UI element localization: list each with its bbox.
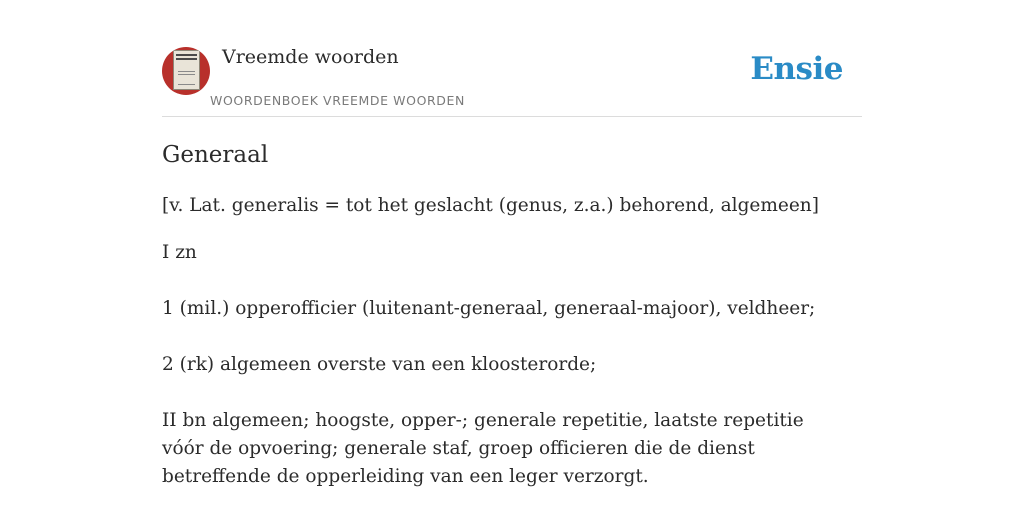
entry-content bbox=[162, 138, 842, 491]
entry-title: Generaal bbox=[162, 142, 269, 168]
ensie-logo[interactable]: Ensie bbox=[750, 51, 843, 87]
definition-3: II bn algemeen; hoogste, opper-; generale repetitie, laatste repetitie vóór de opvoering; generale staf, groep officieren die de dienst betreffende de opperleiding van een leger verzorgt. bbox=[162, 410, 804, 487]
definition-2: 2 (rk) algemeen overste van een kloosterorde; bbox=[162, 354, 597, 375]
source-title[interactable]: Vreemde woorden bbox=[222, 46, 399, 68]
definition-1: 1 (mil.) opperofficier (luitenant-generaal, generaal-majoor), veldheer; bbox=[162, 298, 816, 319]
etymology-text: [v. Lat. generalis = tot het geslacht (genus, z.a.) behorend, algemeen] bbox=[162, 195, 819, 216]
book-cover-icon bbox=[173, 50, 200, 90]
source-subtitle[interactable]: WOORDENBOEK VREEMDE WOORDEN bbox=[210, 93, 465, 108]
part-of-speech: I zn bbox=[162, 242, 197, 263]
source-header bbox=[162, 45, 862, 117]
source-avatar[interactable] bbox=[162, 47, 210, 95]
